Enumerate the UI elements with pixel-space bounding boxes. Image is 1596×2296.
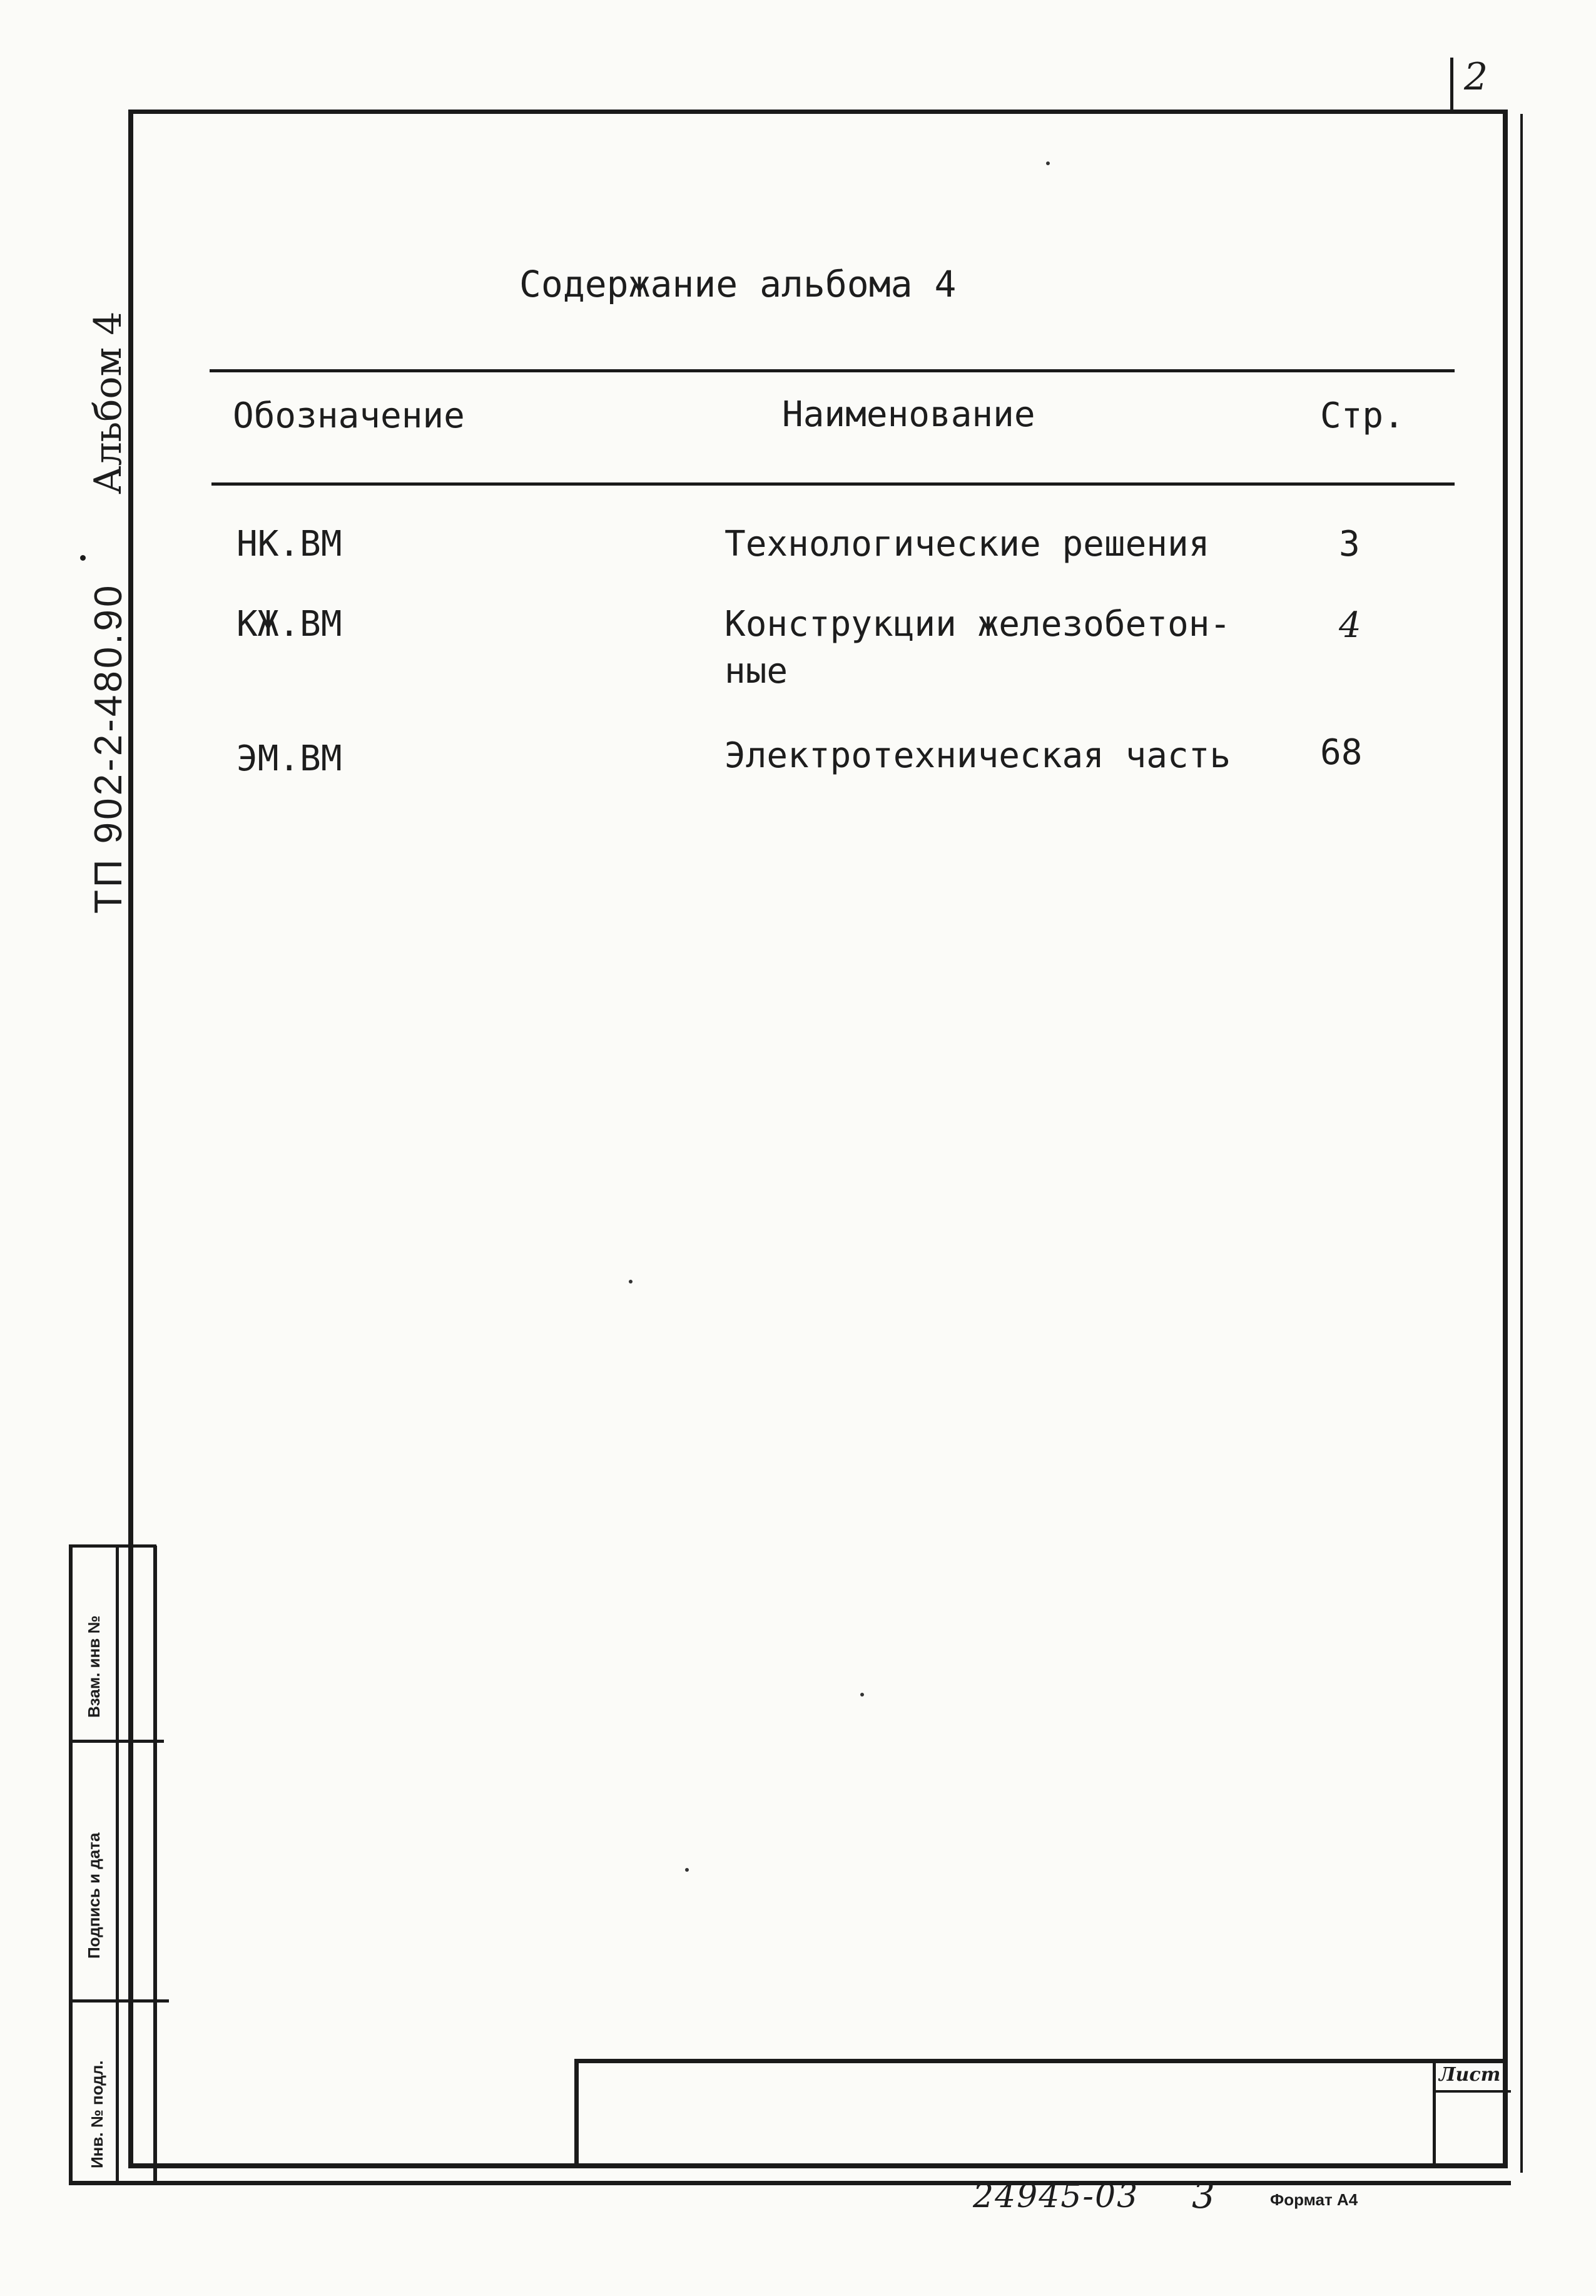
table-row-designation: КЖ.ВМ bbox=[236, 604, 342, 645]
stamp-inner-left bbox=[116, 1546, 119, 2184]
title-block-sheet-rule bbox=[1433, 2090, 1511, 2093]
title-block-sheet-divider bbox=[1433, 2062, 1436, 2168]
stamp-bottom bbox=[69, 2181, 1511, 2185]
side-project-code: ТП 902-2-480.90 bbox=[87, 583, 130, 914]
archive-sheet-number: 3 bbox=[1192, 2174, 1215, 2217]
table-row-name: Технологические решения bbox=[724, 524, 1210, 564]
stamp-top bbox=[69, 1544, 156, 1548]
title-block bbox=[574, 2059, 1508, 2168]
side-dot bbox=[80, 555, 86, 561]
column-header-page: Стр. bbox=[1320, 395, 1405, 436]
scan-speck bbox=[1046, 161, 1050, 165]
table-row-page: 68 bbox=[1320, 732, 1363, 773]
scan-speck bbox=[629, 1280, 633, 1283]
scan-speck bbox=[685, 1868, 689, 1872]
sheet-label: Лист bbox=[1439, 2064, 1501, 2086]
stamp-divider-1 bbox=[69, 1740, 164, 1743]
scan-speck bbox=[860, 1693, 864, 1696]
stamp-replaced-inventory: Взам. инв № bbox=[84, 1615, 103, 1718]
stamp-inner-right bbox=[153, 1546, 157, 2184]
side-album-label: Альбом 4 bbox=[86, 311, 130, 494]
page-number: 2 bbox=[1464, 55, 1488, 99]
column-header-name: Наименование bbox=[782, 394, 1035, 435]
column-header-designation: Обозначение bbox=[233, 395, 465, 436]
frame-right-double bbox=[1520, 114, 1523, 2173]
page-number-divider bbox=[1450, 58, 1453, 111]
table-row-page: 4 bbox=[1339, 605, 1361, 646]
table-header-bottom-rule bbox=[211, 482, 1455, 486]
contents-title: Содержание альбома 4 bbox=[519, 263, 957, 305]
table-row-page: 3 bbox=[1339, 524, 1360, 564]
table-row-name: Электротехническая часть bbox=[724, 735, 1231, 776]
format-label: Формат А4 bbox=[1270, 2190, 1358, 2209]
stamp-outer-left bbox=[69, 1546, 73, 2184]
table-row-designation: НК.ВМ bbox=[236, 524, 342, 564]
table-row-name-continued: ные bbox=[724, 651, 788, 691]
table-row-name: Конструкции железобетон- bbox=[724, 604, 1231, 645]
stamp-signature-date: Подпись и дата bbox=[84, 1832, 103, 1959]
table-header-top-rule bbox=[210, 369, 1455, 372]
stamp-original-inventory: Инв. № подл. bbox=[88, 2060, 106, 2168]
table-row-designation: ЭМ.ВМ bbox=[236, 738, 342, 779]
archive-number: 24945-03 bbox=[973, 2178, 1139, 2215]
